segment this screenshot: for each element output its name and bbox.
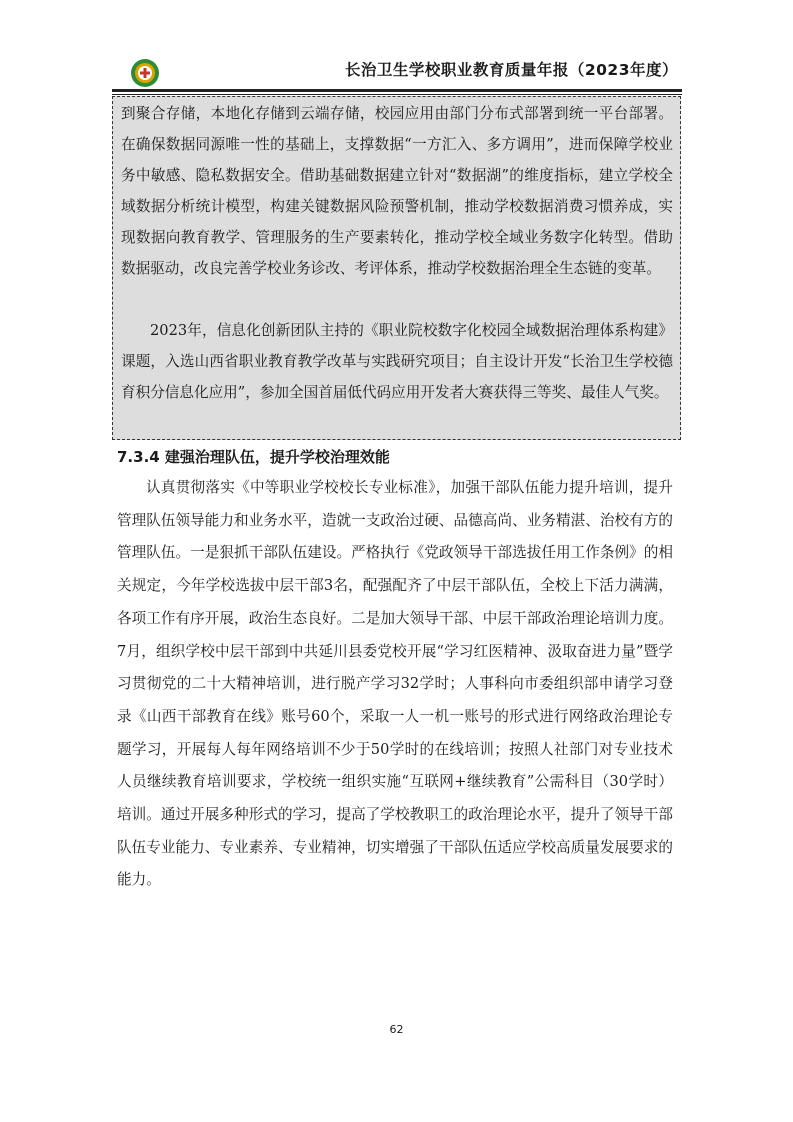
box-paragraph: 2023年，信息化创新团队主持的《职业院校数字化校园全域数据治理体系构建》课题，入选山西省职业教育教学改革与实践研究项目；自主设计开发“长治卫生学校德育积分信息化应用”，参加全国首届低代码应用开发者大赛获得三等奖、最佳人气奖。: [121, 322, 673, 401]
highlight-box: [112, 96, 681, 440]
page-number: 62: [389, 1023, 404, 1036]
header-divider: [112, 89, 682, 92]
header-title: 长治卫生学校职业教育质量年报（2023年度）: [344, 61, 678, 79]
page-header: [112, 52, 682, 88]
box-paragraph: 到聚合存储，本地化存储到云端存储，校园应用由部门分布式部署到统一平台部署。在确保数据同源唯一性的基础上，支撑数据“一方汇入、多方调用”，进而保障学校业务中敏感、隐私数据安全。借助基础数据建立针对“数据湖”的维度指标，建立学校全域数据分析统计模型，构建关键数据风险预警机制，推动学校数据消费习惯养成，实现数据向教育教学、管理服务的生产要素转化，推动学校全域业务数字化转型。借助数据驱动，改良完善学校业务诊改、考评体系，推动学校数据治理全生态链的变革。: [121, 105, 673, 277]
header-divider-thin: [112, 94, 682, 95]
section-heading: 7.3.4 建强治理队伍，提升学校治理效能: [117, 448, 390, 466]
body-paragraph: 认真贯彻落实《中等职业学校校长专业标准》，加强干部队伍能力提升培训，提升管理队伍领导能力和业务水平，造就一支政治过硬、品德高尚、业务精湛、治校有方的管理队伍。一是狠抓干部队伍建设。严格执行《党政领导干部选拔任用工作条例》的相关规定，今年学校选拔中层干部3名，配强配齐了中层干部队伍，全校上下活力满满，各项工作有序开展，政治生态良好。二是加大领导干部、中层干部政治理论培训力度。7月，组织学校中层干部到中共延川县委党校开展“学习红医精神、汲取奋进力量”暨学习贯彻党的二十大精神培训，进行脱产学习32学时；人事科向市委组织部申请学习登录《山西干部教育在线》账号60个，采取一人一机一账号的形式进行网络政治理论专题学习，开展每人每年网络培训不少于50学时的在线培训；按照人社部门对专业技术人员继续教育培训要求，学校统一组织实施“互联网+继续教育”公需科目（30学时）培训。通过开展多种形式的学习，提高了学校教职工的政治理论水平，提升了领导干部队伍专业能力、专业素养、专业精神，切实增强了干部队伍适应学校高质量发展要求的能力。: [117, 479, 673, 889]
school-emblem-icon: [130, 58, 160, 88]
